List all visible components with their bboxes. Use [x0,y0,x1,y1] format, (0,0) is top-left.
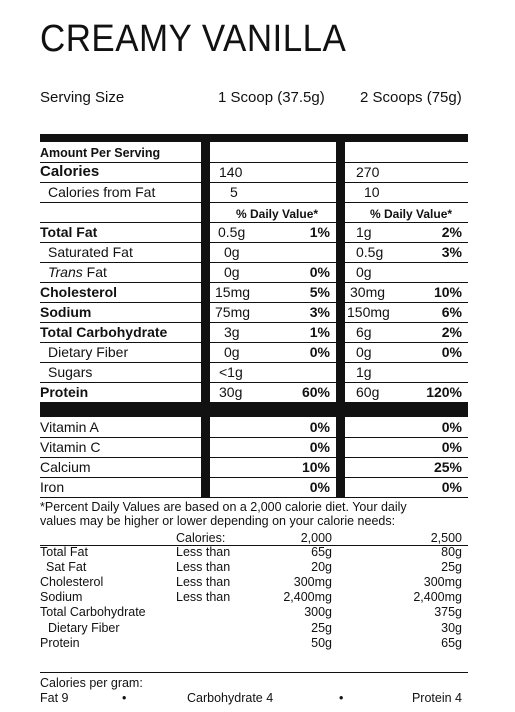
column-divider-1 [201,134,210,498]
bullet-separator: • [339,691,344,705]
ref-value-2500: 30g [441,621,462,635]
amount-1: 30g [219,384,243,400]
vitamin-percent-1: 0% [309,479,330,495]
percent-2: 0% [441,344,462,360]
ref-value-2500: 2,400mg [413,590,462,604]
amount-1: 0g [224,264,240,280]
row-rule [40,302,468,303]
protein-thick-rule [40,402,468,417]
row-rule [40,457,468,458]
nutrient-label [48,264,107,280]
vitamin-percent-2: 25% [433,459,462,475]
amount-2: 1g [356,224,372,240]
row-rule [40,162,468,163]
nutrient-label: Saturated Fat [48,244,133,260]
amount-1: <1g [219,364,243,380]
amount-2: 6g [356,324,372,340]
row-rule [40,342,468,343]
percent-2: 2% [441,224,462,240]
row-rule [40,222,468,223]
table-bottom-rule [40,497,468,498]
vitamin-percent-1: 10% [301,459,330,475]
vitamin-percent-2: 0% [441,479,462,495]
ref-value-2000: 25g [311,621,332,635]
top-thick-rule [40,134,468,142]
amount-1: 75mg [215,304,251,320]
amount-1: 0g [224,344,240,360]
ref-calories-label: Calories: [176,531,226,545]
amount-1: 15mg [215,284,251,300]
calories-value-2: 270 [356,164,380,180]
daily-value-header-1: % Daily Value* [236,207,319,221]
daily-value-header-2: % Daily Value* [370,207,453,221]
ref-label: Dietary Fiber [48,621,120,635]
product-title: CREAMY VANILLA [40,18,347,60]
row-rule [40,437,468,438]
calories-value-1: 140 [219,164,243,180]
footnote-bottom-rule [40,672,468,673]
ref-label: Total Fat [40,545,88,559]
carbohydrate-per-gram: Carbohydrate 4 [187,691,274,705]
vitamin-percent-2: 0% [441,419,462,435]
row-rule [40,182,468,183]
ref-value-2500: 300mg [423,575,462,589]
row-rule [40,382,468,383]
amount-2: 0.5g [356,244,384,260]
ref-value-2000: 300g [304,605,332,619]
ref-qualifier: Less than [176,590,231,604]
ref-qualifier: Less than [176,575,231,589]
amount-2: 30mg [350,284,386,300]
amount-2: 0g [356,344,372,360]
percent-1: 0% [309,264,330,280]
row-rule [40,477,468,478]
ref-label: Protein [40,636,80,650]
vitamin-percent-1: 0% [309,419,330,435]
amount-2: 0g [356,264,372,280]
ref-calories-2000: 2,000 [300,531,332,545]
nutrient-label: Cholesterol [40,284,118,300]
ref-value-2000: 65g [311,545,332,559]
percent-2: 10% [433,284,462,300]
row-rule [40,322,468,323]
percent-2: 2% [441,324,462,340]
ref-value-2500: 375g [434,605,462,619]
amount-2: 1g [356,364,372,380]
serving-size-2: 2 Scoops (75g) [360,89,462,106]
calories-from-fat-1: 5 [230,184,238,200]
amount-2: 150mg [347,304,390,320]
amount-1: 0.5g [218,224,246,240]
nutrient-label: Dietary Fiber [48,344,129,360]
percent-1: 5% [309,284,330,300]
amount-per-serving: Amount Per Serving [40,146,161,160]
row-rule [40,362,468,363]
percent-1: 1% [309,324,330,340]
footnote-line-2: values may be higher or lower depending on your calorie needs: [40,514,396,528]
amount-1: 3g [224,324,240,340]
row-rule [40,262,468,263]
ref-value-2000: 50g [311,636,332,650]
calories-per-gram-label: Calories per gram: [40,676,143,690]
ref-value-2000: 300mg [293,575,332,589]
ref-value-2500: 65g [441,636,462,650]
serving-size-label: Serving Size [40,89,125,106]
ref-label: Sodium [40,590,83,604]
vitamin-label: Iron [40,479,65,495]
ref-label: Total Carbohydrate [40,605,146,619]
row-rule [40,202,468,203]
ref-calories-2500: 2,500 [430,531,462,545]
vitamin-label: Vitamin A [40,419,99,435]
percent-1: 3% [309,304,330,320]
bullet-separator: • [122,691,127,705]
row-rule [40,242,468,243]
protein-per-gram: Protein 4 [411,691,462,705]
percent-2: 120% [426,384,462,400]
amount-1: 0g [224,244,240,260]
ref-qualifier: Less than [176,560,231,574]
column-divider-2 [336,134,345,498]
percent-2: 3% [441,244,462,260]
ref-value-2500: 80g [441,545,462,559]
trans-rest: Fat [82,264,107,280]
trans-italic: Trans [48,264,83,280]
ref-label: Cholesterol [40,575,104,589]
ref-value-2000: 20g [311,560,332,574]
percent-2: 6% [441,304,462,320]
nutrient-label: Total Carbohydrate [40,324,168,340]
ref-label: Sat Fat [46,560,87,574]
serving-size-1: 1 Scoop (37.5g) [218,89,325,106]
vitamin-percent-1: 0% [309,439,330,455]
nutrient-label: Sugars [48,364,93,380]
nutrient-label: Total Fat [40,224,98,240]
percent-1: 0% [309,344,330,360]
calories-from-fat-2: 10 [364,184,380,200]
percent-1: 1% [309,224,330,240]
amount-2: 60g [356,384,380,400]
ref-value-2500: 25g [441,560,462,574]
vitamin-label: Vitamin C [40,439,101,455]
ref-qualifier: Less than [176,545,231,559]
footnote-line-1: *Percent Daily Values are based on a 2,000 calorie diet. Your daily [40,500,407,514]
fat-per-gram: Fat 9 [40,691,69,705]
ref-value-2000: 2,400mg [283,590,332,604]
percent-1: 60% [301,384,330,400]
row-rule [40,282,468,283]
nutrient-label: Protein [40,384,89,400]
calories-from-fat-label: Calories from Fat [48,184,156,200]
vitamin-percent-2: 0% [441,439,462,455]
calories-label: Calories [40,163,100,180]
nutrient-label: Sodium [40,304,92,320]
vitamin-label: Calcium [40,459,91,475]
